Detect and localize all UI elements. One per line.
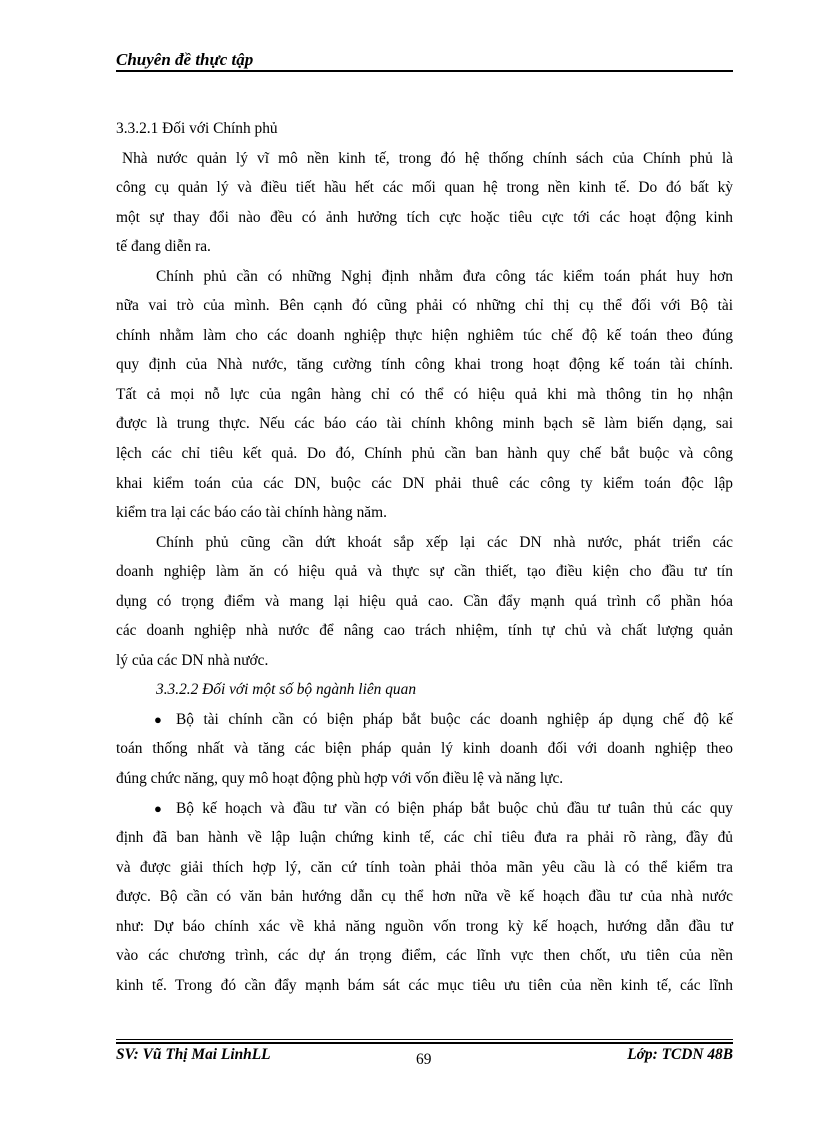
text-line: kiểm tra lại các báo cáo tài chính hàng năm. (116, 504, 387, 522)
text-line: các doanh nghiệp nhà nước để nâng cao trách nhiệm, tính tự chủ và chất lượng quản (116, 622, 733, 640)
text-line: đúng chức năng, quy mô hoạt động phù hợp với vốn điều lệ và năng lực. (116, 770, 564, 788)
footer (116, 1046, 733, 1070)
student-name: SV: Vũ Thị Mai LinhLL (116, 1046, 271, 1063)
section-heading-3-3-2-1: 3.3.2.1 Đối với Chính phủ (116, 120, 278, 137)
bullet-text: Bộ kế hoạch và đầu tư vần có biện pháp bắt buộc chủ đầu tư tuân thủ các quy (176, 799, 733, 817)
text-line: công cụ quản lý và điều tiết hầu hết các mối quan hệ trong nền kinh tế. Do đó bất kỳ (116, 179, 733, 197)
text-line: tế đang diễn ra. (116, 238, 211, 256)
text-line: lý của các DN nhà nước. (116, 651, 269, 669)
bullet-text: Bộ tài chính cần có biện pháp bắt buộc các doanh nghiệp áp dụng chế độ kế (176, 710, 733, 728)
footer-rule-thin (116, 1039, 733, 1040)
text-line: Nhà nước quản lý vĩ mô nền kinh tế, trong đó hệ thống chính sách của Chính phủ là (122, 149, 733, 167)
text-line: dụng có trọng điểm và mang lại hiệu quả cao. Cần đẩy mạnh quá trình cổ phần hóa (116, 592, 733, 610)
text-line: quy định của Nhà nước, tăng cường tính công khai trong hoạt động kế toán tài chính. (116, 356, 733, 374)
text-line: khai kiểm toán của các DN, buộc các DN phải thuê các công ty kiểm toán độc lập (116, 474, 733, 492)
text-line: định đã ban hành về lập luận chứng kinh tế, các chỉ tiêu đưa ra phải rõ ràng, đầy đủ (116, 829, 733, 847)
bullet-item (116, 794, 733, 824)
class-label: Lớp: TCDN 48B (627, 1046, 733, 1063)
text-line: được là trung thực. Nếu các báo cáo tài chính không minh bạch sẽ làm biến dạng, sai (116, 415, 733, 433)
text-line: toán thống nhất và tăng các biện pháp quản lý kinh doanh đối với doanh nghiệp theo (116, 740, 733, 758)
bullet-item (116, 705, 733, 735)
text-line: Tất cả mọi nỗ lực của ngân hàng chỉ có thể có hiệu quả khi mà thông tin họ nhận (116, 385, 733, 403)
text-line: doanh nghiệp làm ăn có hiệu quả và thực sự cần thiết, tạo điều kiện cho đầu tư tín (116, 563, 733, 581)
text-line: một sự thay đổi nào đều có ảnh hưởng tích cực hoặc tiêu cực tới các hoạt động kinh (116, 208, 733, 226)
body-text (116, 114, 733, 1000)
section-heading-3-3-2-2: 3.3.2.2 Đối với một số bộ ngành liên quan (156, 681, 417, 699)
text-line: được. Bộ cần có văn bản hướng dẫn cụ thể hơn nữa về kế hoạch đầu tư của nhà nước (116, 888, 733, 906)
page-number: 69 (416, 1051, 432, 1068)
text-line: như: Dự báo chính xác về khả năng nguồn vốn trong kỳ kế hoạch, hướng dẫn đầu tư (116, 917, 733, 935)
text-line: vào các chương trình, các dự án trọng điểm, các lĩnh vực then chốt, ưu tiên của nền (116, 947, 733, 965)
text-line: chính nhằm làm cho các doanh nghiệp thực hiện nghiêm túc chế độ kế toán theo đúng (116, 326, 733, 344)
text-line: Chính phủ cũng cần dứt khoát sắp xếp lại các DN nhà nước, phát triển các (156, 533, 733, 551)
text-line: lệch các chỉ tiêu kết quả. Do đó, Chính phủ cần ban hành quy chế bắt buộc và công (116, 445, 733, 463)
bullet-icon: ● (154, 711, 162, 727)
text-line: và được giải thích hợp lý, căn cứ tính toàn phải thỏa mãn yêu cầu là có thể kiểm tra (116, 858, 733, 876)
text-line: nữa vai trò của mình. Bên cạnh đó cũng phải có những chỉ thị cụ thể đối với Bộ tài (116, 297, 733, 315)
bullet-icon: ● (154, 800, 162, 816)
header-title: Chuyên đề thực tập (116, 50, 254, 69)
text-line: Chính phủ cần có những Nghị định nhằm đưa công tác kiểm toán phát huy hơn (156, 267, 733, 285)
header-rule (116, 70, 733, 72)
text-line: kinh tế. Trong đó cần đẩy mạnh bám sát các mục tiêu ưu tiên của nền kinh tế, các lĩnh (116, 976, 733, 994)
footer-rule-thick (116, 1042, 733, 1044)
